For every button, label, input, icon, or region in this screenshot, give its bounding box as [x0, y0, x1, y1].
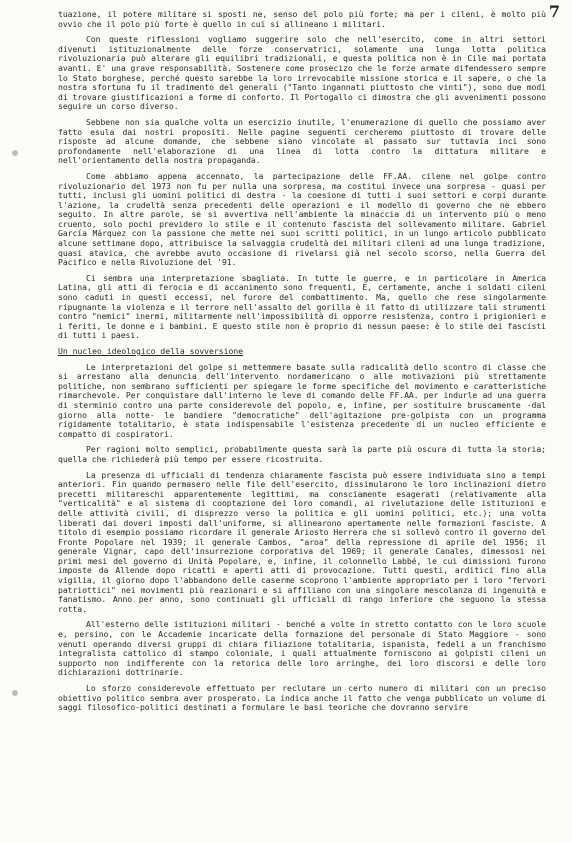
- punch-hole-bottom: [12, 690, 18, 696]
- body-text: [58, 10, 546, 713]
- page-number: 7: [548, 2, 560, 21]
- paragraph: Sebbene non sia qualche volta un esercizio inutile, l'enumerazione di quello che possiamo aver fatto esula dai nostri propositi. Nelle pagine seguenti cercheremo piuttosto di trovare delle risposte ad alcune domande, che sebbene siano vincolate al passato sur tuttavia inci sono profondamente nell'elaborazione di una linea di lotta contro la dittatura militare e nell'orientamento della nostra propaganda.: [58, 116, 546, 166]
- paragraph: Con queste riflessioni vogliamo suggerire solo che nell'esercito, come in altri settori divenuti istituzionalmente delle forze conservatrici, solamente una lunga lotta politica rivoluzionaria può alterare gli equilibri tradizionali, e questa politica non è in Cile mai portata avanti. E' una grave responsabilità. Sostenere come prosecizo che le forze armate difendessero sempre lo Stato borghese, perché questo sarebbe la loro irrevocabile missione storica e il sapere, o che la nostra sfortuna fu il tradimento del generali ("Tanto ingannati piuttosto che vinti"), sono due modi di trovare giustificazioni a forme di conforto. Il Portogallo ci dimostra che gli avvenimenti possono seguire un corso diverso.: [58, 34, 546, 112]
- paragraph: Per ragioni molto semplici, probabilmente questa sarà la parte più oscura di tutta la storia; quella che richiederà più tempo per essere ricostruita.: [58, 444, 546, 464]
- punch-hole-top: [12, 150, 18, 156]
- paragraph: Lo sforzo considerevole effettuato per reclutare un certo numero di militari con un preciso obiettivo politico sembra aver prosperato. La indica anche il fatto che venga pubblicato un volume di saggi filosofico-politici destinati a formulare le basi teoriche che dovranno servire: [58, 683, 546, 713]
- section-heading: Un nucleo ideologico della sovversione: [58, 346, 244, 356]
- paragraph: tuazione, il potere militare si sposti ne, senso del polo più forte; ma per i cileni, è molto più ovvio che il polo più forte è quello in cui si allineano i militari.: [58, 9, 546, 29]
- paragraph: All'esterno delle istituzioni militari - benché a volte in stretto contatto con le loro scuole e, persino, con le Accademie incaricate della formazione del personale di Stato Maggiore - sono venuti operando diversi gruppi di chiara filiazione totalitaria, ispanista, fedeli a un franchismo integralista cattolico di stampo coloniale, i quali attualmente forniscono ai golpisti cileni un supporto non indifferente con la retorica delle loro arringhe, dei loro discorsi e delle loro dichiarazioni dottrinarie.: [58, 619, 546, 678]
- paragraph: Come abbiamo appena accennato, la partecipazione delle FF.AA. cilene nel golpe contro rivoluzionario del 1973 non fu per nulla una sorpresa, ma costituì invece una sorpresa - quasi per tutti, inclusi gli uomini politici di destra - la coesione di tutti i suoi settori e corpi durante l'azione, la crudeltà senza precedenti delle operazioni e il modello di governo che ne ebbero seguito. In altre parole, se si avvertiva nell'ambiente la minaccia di un intervento più o meno cruento, solo pochi previdero lo stile e il contenuto fascista del sollevamento militare. Gabriel García Márquez con la passione che mette nei suoi scritti politici, in un lungo articolo pubblicato alcune settimane dopo, attribuisce la salvaggia crudeltà dei militari cileni ad una lunga tradizione, quasi atavica, che avrebbe avuto occasione di rivelarsi già nel secolo scorso, nella Guerra del Pacifico e nella Rivoluzione del '91.: [58, 170, 546, 268]
- paragraph: Le interpretazioni del golpe si mettemmere basate sulla radicalità dello scontro di classe che si arrestano alla denuncia dell'intervento nordamericano o alle motivazioni più strettamente politiche, non sembrano sufficienti per spiegare le forme specifiche del movimento e caratteristiche rimarchevole. Per conquistare dall'interno le leve di comando delle FF.AA. per indurle ad una guerra di sterminio contro una parte considerevole del popolo, e, infine, per sostituire bruscamente -dal giorno alla notte- le bandiere "democratiche" dell'agitazione pre-golpista con un programma rigidamente totalitario, è stata indispensabile l'esistenza precedente di un nucleo efficiente e compatto di cospiratori.: [58, 361, 546, 439]
- paragraph: Ci sembra una interpretazione sbagliata. In tutte le guerre, e in particolare in America Latina, gli atti di ferocia e di accanimento sono frequenti, E, certamente, anche i soldati cileni sono caduti in questi eccessi, nel furore del combattimento. Ma, quello che rese singolarmente ripugnante la violenza e il terrore nell'assalto del gorilla è il fatto di utilizzare tali strumenti contro "nemici" inermi, militarmente nell'impossibilità di opporre resistenza, contro i prigionieri e i feriti, le donne e i bambini. E questo stile non è proprio di nessun paese: è lo stile dei fascisti di tutti i paesi.: [58, 272, 546, 341]
- paragraph: La presenza di ufficiali di tendenza chiaramente fascista può essere individuata sino a tempi anteriori. Fin quando permasero nelle file dell'esercito, dissimularono le loro inclinazioni dietro precetti militareschi apparentemente legittimi, ma consciamente esagerati (relativamente alla "verticalità" e al sistema di cooptazione dei loro comandi, ai rivelutazione delle istituzioni e delle attività civili, di disprezzo verso la politica e gli uomini politici, etc.); una volta liberati dai doveri imposti dall'uniforme, si allinearono apertamente nelle formazioni fasciste. A titolo di esempio possiamo ricordare il generale Ariosto Herrera che si sollevò contro il governo del Fronte Popolare nel 1939; il generale Cambos, "aroa" della repressione di aprile del 1956; il generale Vignar, capo dell'insurrezione corporativa del 1969; il generale Canales, dimessosi nei primi mesi del governo di Unità Popolare, e, infine, il colonnello Labbé, le cui dimissioni furono imposte da Allende dopo ricatti e aperti atti di provocazione. Tutti questi, arditici fino alla vigilia, il giorno dopo l'abbandono delle caserme scoprono l'ambiente appropriato per i loro "fervori patriottici" nei movimenti più reazionari e si affiliano con una singolare mescolanza di ingenuità e fanatismo. Anno per anno, sono continuati gli ufficiali di rango inferiore che seguono la stessa rotta.: [58, 469, 546, 614]
